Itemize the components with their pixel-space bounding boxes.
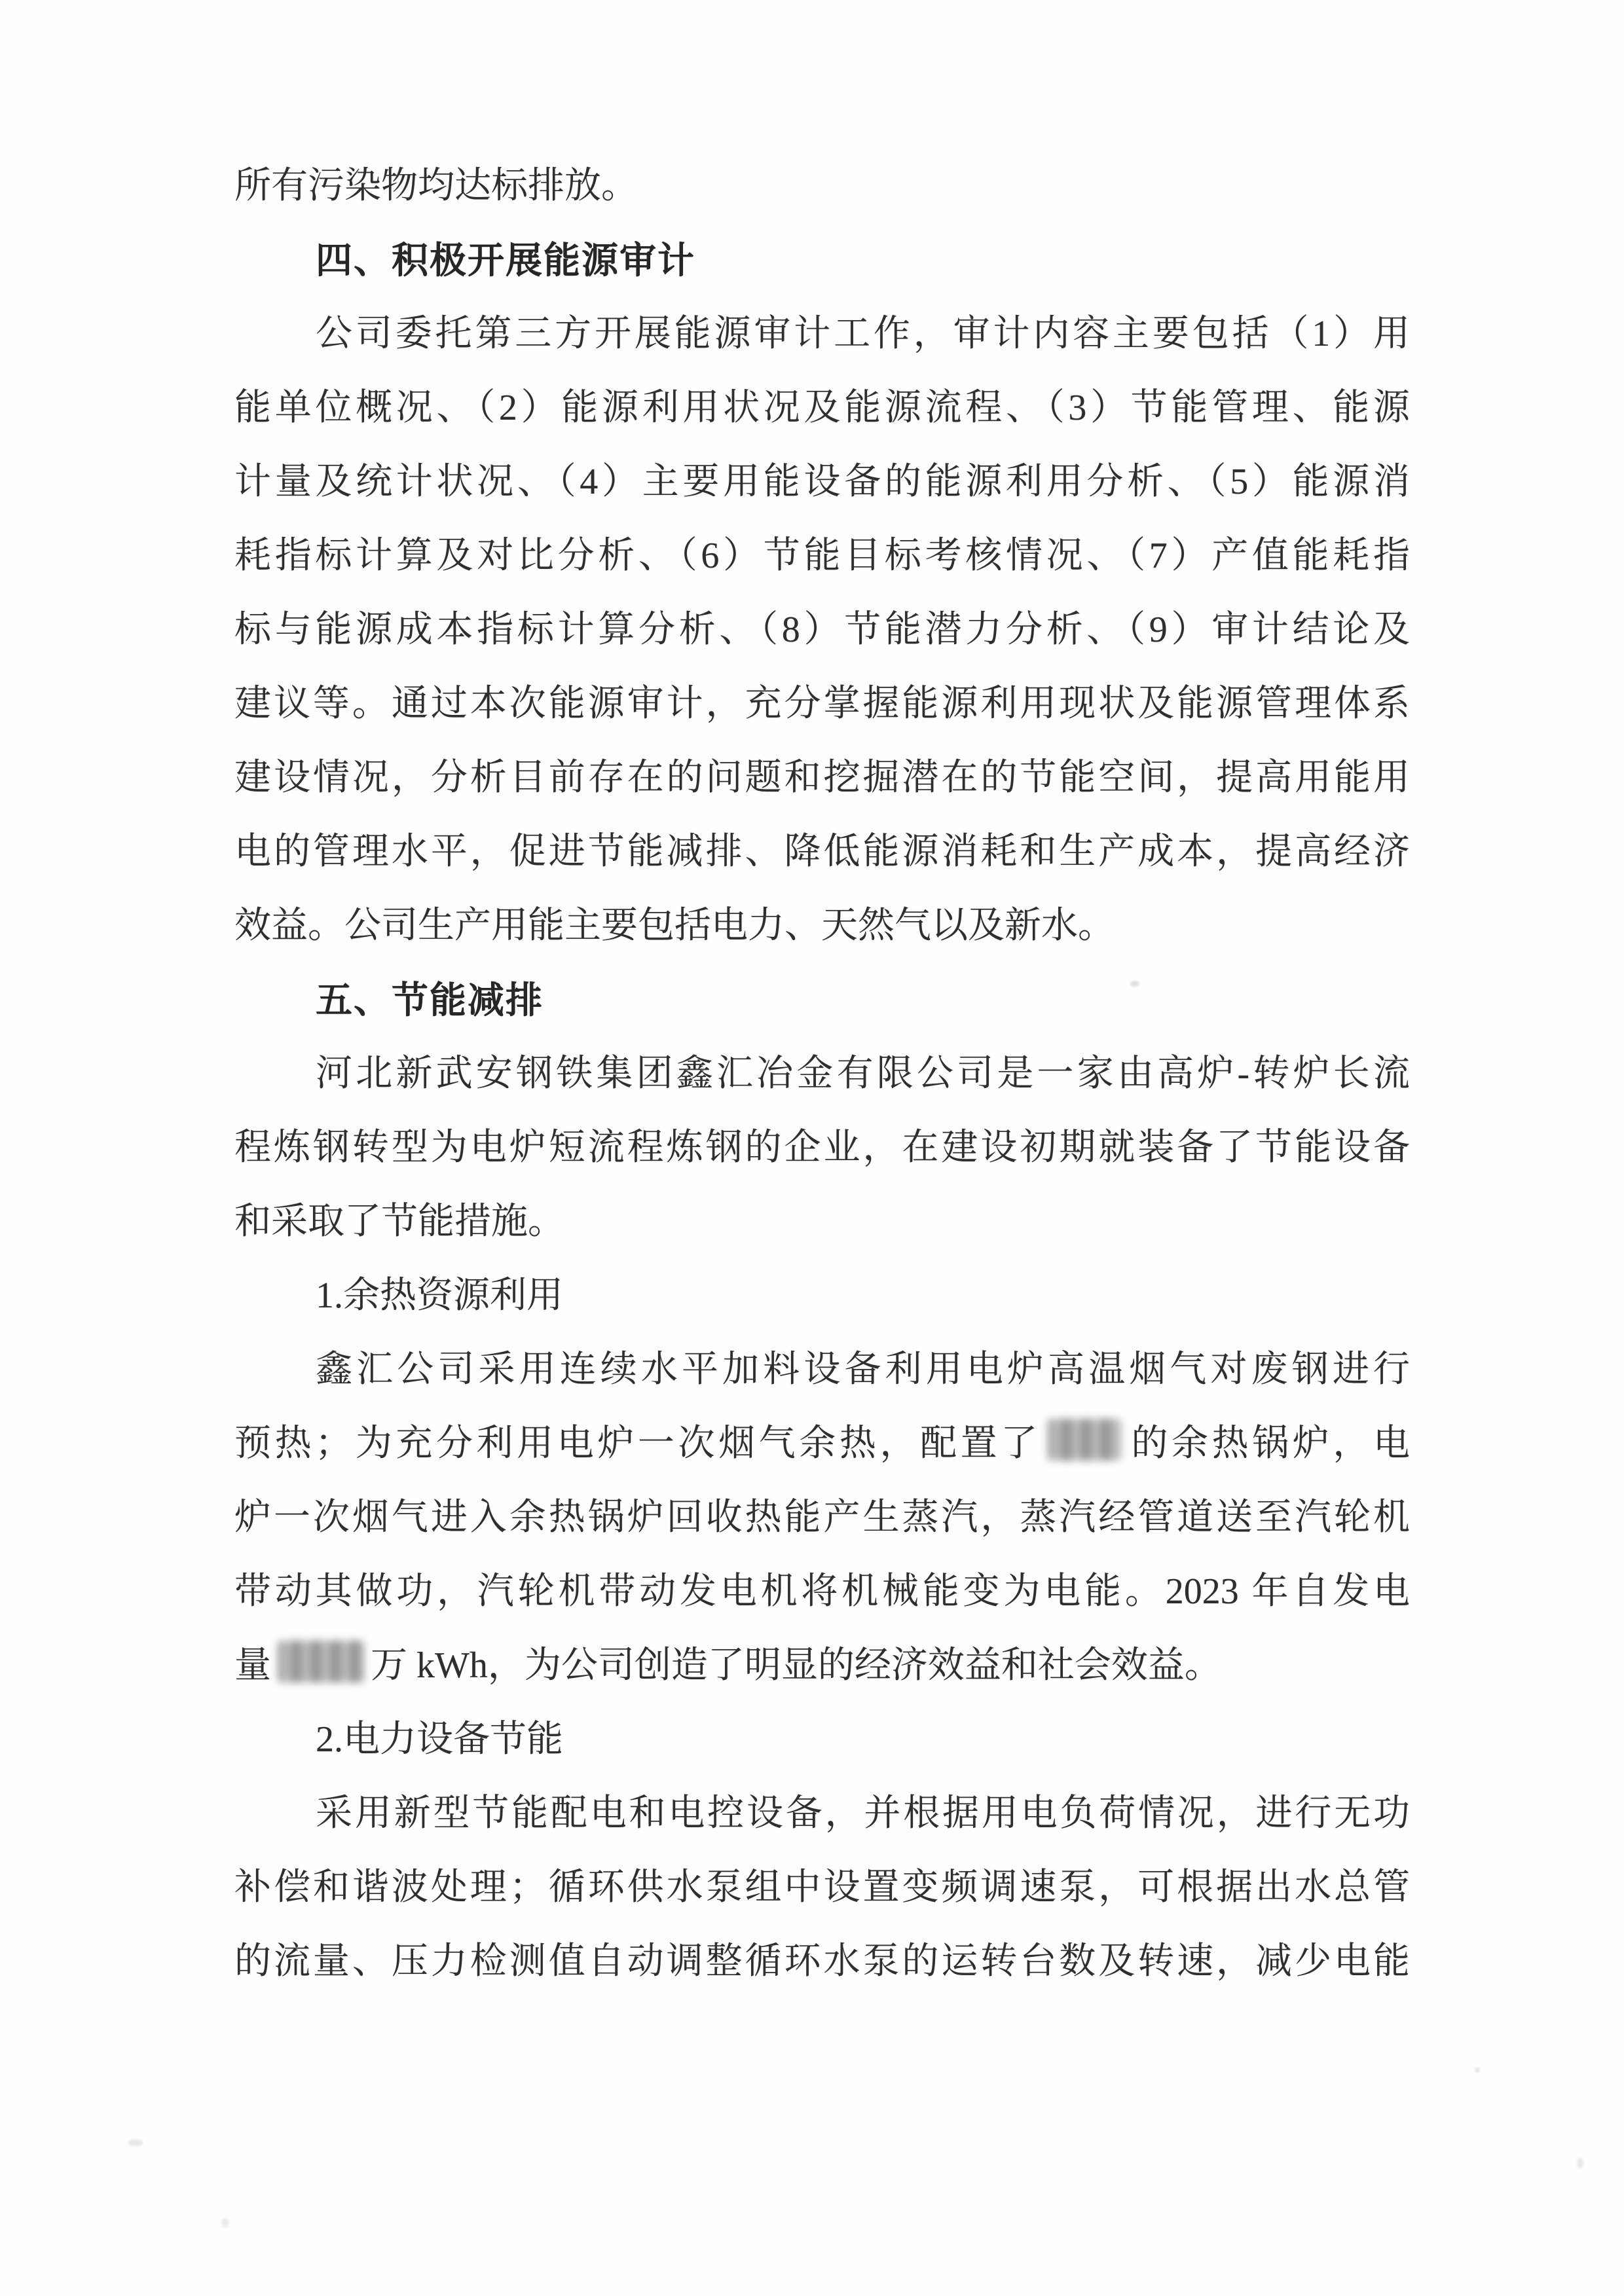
scan-speck bbox=[221, 2218, 229, 2227]
text-line: 公司委托第三方开展能源审计工作，审计内容主要包括（1）用 bbox=[316, 314, 1410, 354]
text-line: 补偿和谐波处理；循环供水泵组中设置变频调速泵，可根据出水总管 bbox=[234, 1867, 1410, 1908]
text-segment: 预热；为充分利用电炉一次烟气余热，配置了 bbox=[234, 1423, 1041, 1464]
text-line: 采用新型节能配电和电控设备，并根据用电负荷情况，进行无功 bbox=[316, 1793, 1410, 1834]
scan-speck bbox=[128, 2140, 143, 2146]
section-heading-5: 五、节能减排 bbox=[316, 979, 544, 1021]
text-line: 所有污染物均达标排放。 bbox=[234, 166, 638, 206]
text-line: 效益。公司生产用能主要包括电力、天然气以及新水。 bbox=[234, 905, 1115, 946]
text-line: 电的管理水平，促进节能减排、降低能源消耗和生产成本，提高经济 bbox=[234, 831, 1410, 872]
text-column bbox=[234, 149, 1410, 1999]
subsection-heading-1: 1.余热资源利用 bbox=[316, 1275, 563, 1316]
redacted-value bbox=[278, 1641, 364, 1683]
text-line: 程炼钢转型为电炉短流程炼钢的企业，在建设初期就装备了节能设备 bbox=[234, 1127, 1410, 1168]
text-segment: 的余热锅炉，电 bbox=[1127, 1423, 1411, 1464]
text-line: 鑫汇公司采用连续水平加料设备利用电炉高温烟气对废钢进行 bbox=[316, 1349, 1410, 1390]
text-line: 炉一次烟气进入余热锅炉回收热能产生蒸汽，蒸汽经管道送至汽轮机 bbox=[234, 1497, 1410, 1538]
text-segment: 万 kWh，为公司创造了明显的经济效益和社会效益。 bbox=[371, 1645, 1221, 1686]
text-line: 河北新武安钢铁集团鑫汇冶金有限公司是一家由高炉-转炉长流 bbox=[316, 1053, 1410, 1094]
text-line: 耗指标计算及对比分析、（6）节能目标考核情况、（7）产值能耗指 bbox=[234, 536, 1410, 576]
scan-speck bbox=[1577, 2158, 1583, 2168]
text-line-with-redaction bbox=[234, 1629, 1410, 1703]
scan-speck bbox=[1475, 2068, 1480, 2073]
text-line: 标与能源成本指标计算分析、（8）节能潜力分析、（9）审计结论及 bbox=[234, 610, 1410, 650]
text-line: 计量及统计状况、（4）主要用能设备的能源利用分析、（5）能源消 bbox=[234, 462, 1410, 502]
text-line: 的流量、压力检测值自动调整循环水泵的运转台数及转速，减少电能 bbox=[234, 1941, 1410, 1982]
section-heading-4: 四、积极开展能源审计 bbox=[316, 240, 695, 281]
text-line: 带动其做功，汽轮机带动发电机将机械能变为电能。2023 年自发电 bbox=[234, 1571, 1410, 1612]
text-line: 建设情况，分析目前存在的问题和挖掘潜在的节能空间，提高用能用 bbox=[234, 757, 1410, 798]
scan-speck bbox=[1130, 981, 1139, 987]
text-line: 能单位概况、（2）能源利用状况及能源流程、（3）节能管理、能源 bbox=[234, 388, 1410, 428]
text-line: 建议等。通过本次能源审计，充分掌握能源利用现状及能源管理体系 bbox=[234, 683, 1410, 724]
text-line-with-redaction bbox=[234, 1407, 1410, 1481]
text-segment: 量 bbox=[234, 1645, 271, 1686]
subsection-heading-2: 2.电力设备节能 bbox=[316, 1719, 563, 1760]
redacted-value bbox=[1048, 1419, 1121, 1461]
text-line: 和采取了节能措施。 bbox=[234, 1201, 564, 1242]
